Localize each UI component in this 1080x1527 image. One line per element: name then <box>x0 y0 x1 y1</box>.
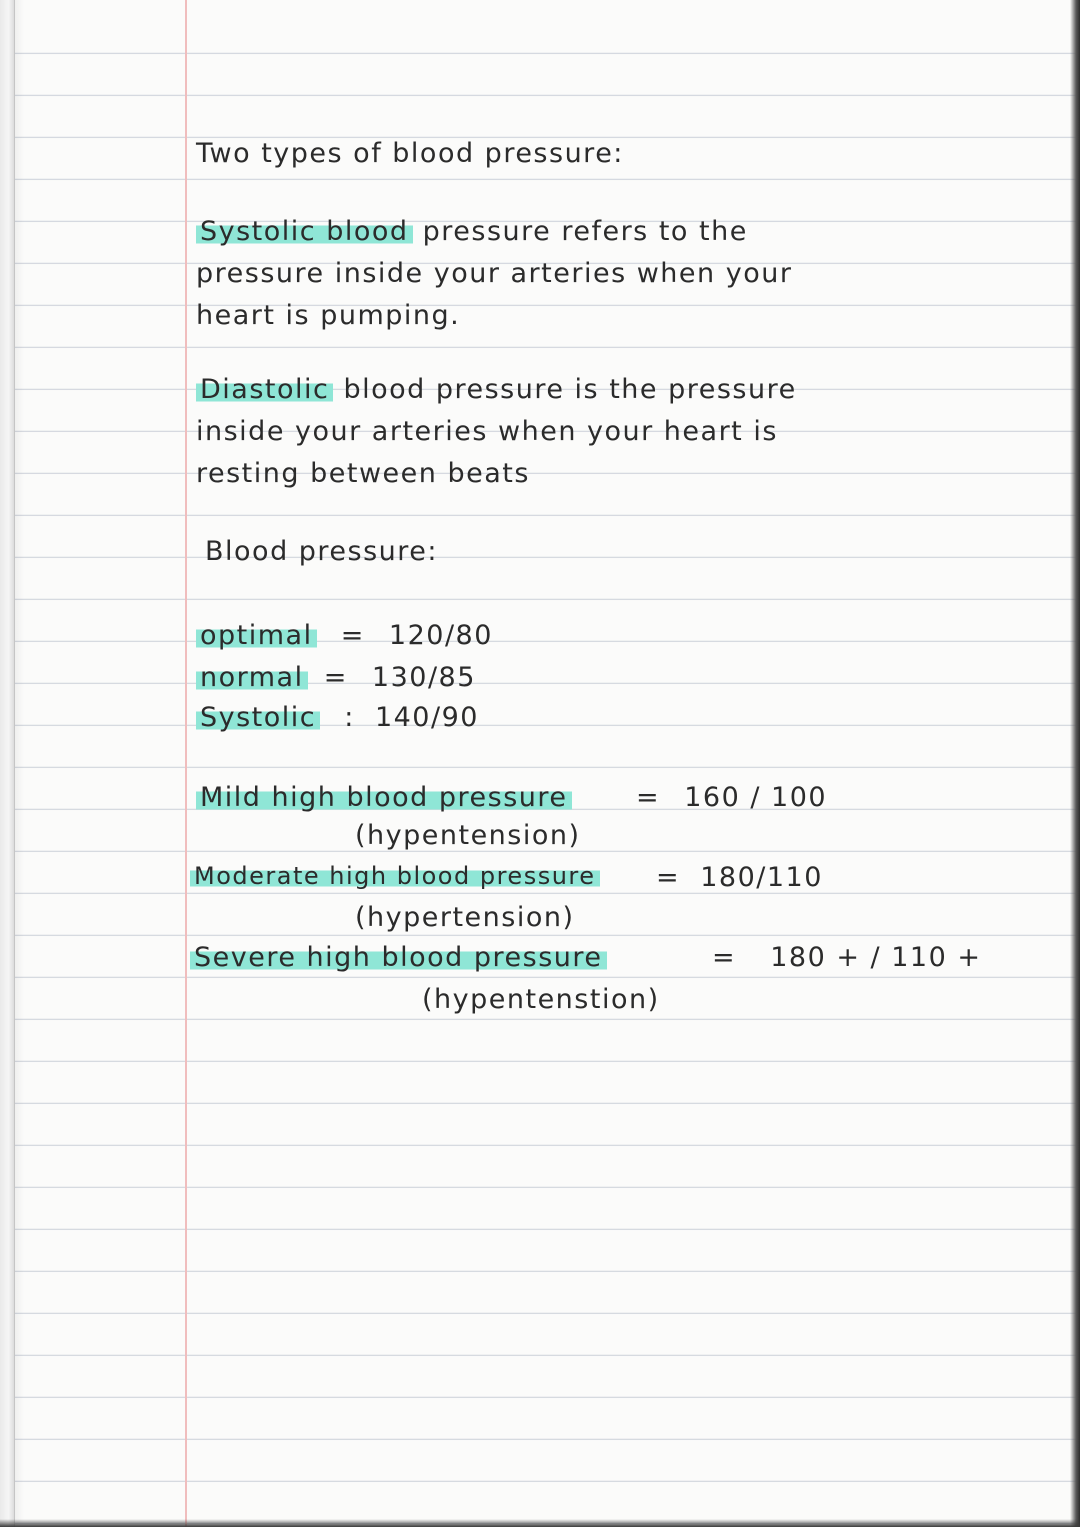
level-value: 180/110 <box>700 862 823 893</box>
reading-label: optimal <box>196 620 317 651</box>
diastolic-line-1 <box>196 376 797 403</box>
reading-value: 130/85 <box>371 662 476 693</box>
reading-value: 120/80 <box>388 620 493 651</box>
systolic-line-2: pressure inside your arteries when your <box>196 258 793 289</box>
level-value-group <box>636 784 827 811</box>
level-value: 160 / 100 <box>684 782 828 813</box>
reading-row <box>196 622 493 649</box>
notebook-binding <box>0 0 15 1527</box>
bp-title: Blood pressure: <box>205 536 439 567</box>
reading-sep: : <box>344 702 355 733</box>
diastolic-line-1-rest: blood pressure is the pressure <box>343 374 797 405</box>
level-label: Severe high blood pressure <box>190 942 607 973</box>
level-value-group <box>656 864 823 891</box>
level-label: Mild high blood pressure <box>196 782 572 813</box>
binding-shadow <box>14 0 24 1527</box>
page-right-edge <box>1070 0 1080 1527</box>
reading-sep: = <box>340 620 365 651</box>
reading-value: 140/90 <box>374 702 479 733</box>
level-row <box>190 944 607 971</box>
level-note: (hypertension) <box>355 902 575 933</box>
level-sep: = <box>636 782 661 813</box>
reading-row <box>196 664 476 691</box>
level-note: (hypentenstion) <box>422 984 660 1015</box>
margin-line <box>185 0 187 1527</box>
diastolic-line-2: inside your arteries when your heart is <box>196 416 778 447</box>
reading-label: Systolic <box>196 702 320 733</box>
reading-row <box>196 704 479 731</box>
level-value-group <box>712 944 981 971</box>
page-heading: Two types of blood pressure: <box>196 138 624 169</box>
level-value: 180 + / 110 + <box>770 942 982 973</box>
level-label: Moderate high blood pressure <box>190 862 600 890</box>
systolic-line-1-rest: pressure refers to the <box>422 216 748 247</box>
systolic-line-3: heart is pumping. <box>196 300 461 331</box>
level-row <box>196 784 572 811</box>
diastolic-term: Diastolic <box>196 374 333 405</box>
diastolic-line-3: resting between beats <box>196 458 530 489</box>
systolic-term: Systolic blood <box>196 216 413 247</box>
systolic-line-1 <box>196 218 748 245</box>
reading-label: normal <box>196 662 308 693</box>
page-bottom-edge <box>0 1519 1080 1527</box>
reading-sep: = <box>323 662 348 693</box>
level-sep: = <box>712 942 737 973</box>
level-row <box>190 864 600 888</box>
level-sep: = <box>656 862 681 893</box>
level-note: (hypentension) <box>355 820 581 851</box>
